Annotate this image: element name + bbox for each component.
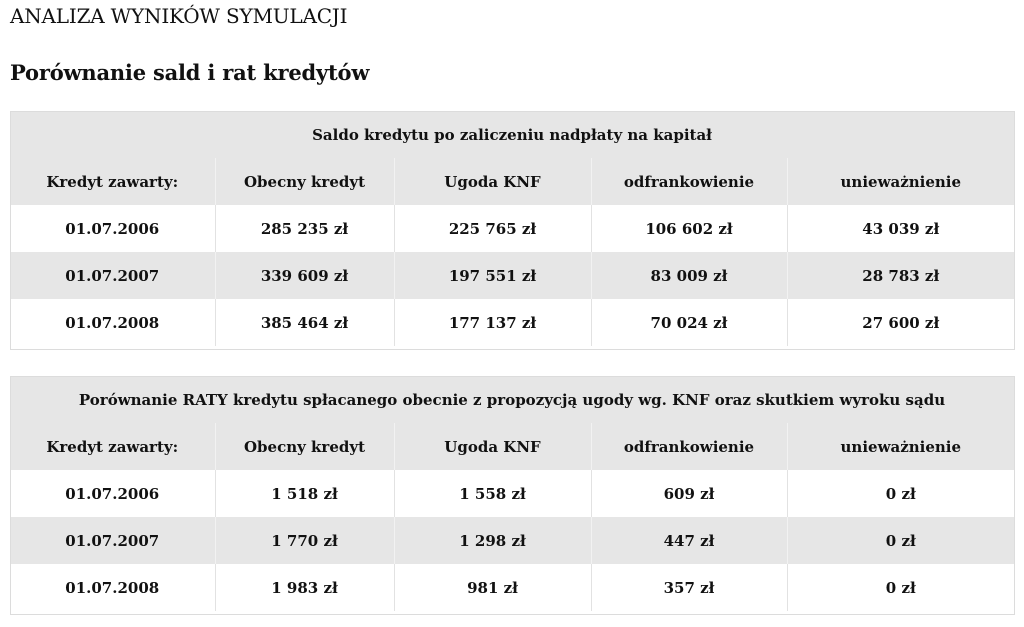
table-row xyxy=(10,205,1014,252)
table-cell: 01.07.2008 xyxy=(10,564,215,611)
table-cell: 01.07.2008 xyxy=(10,299,215,346)
table-cell: 27 600 zł xyxy=(787,299,1014,346)
installment-table xyxy=(10,376,1014,611)
table-cell: 70 024 zł xyxy=(591,299,787,346)
table-cell: 1 558 zł xyxy=(394,470,591,517)
column-header: Kredyt zawarty: xyxy=(10,158,215,205)
page-title: ANALIZA WYNIKÓW SYMULACJI xyxy=(10,4,348,28)
balance-table xyxy=(10,111,1014,346)
column-header: Obecny kredyt xyxy=(215,158,394,205)
table-cell: 385 464 zł xyxy=(215,299,394,346)
table-cell: 285 235 zł xyxy=(215,205,394,252)
column-header: odfrankowienie xyxy=(591,158,787,205)
table-cell: 01.07.2007 xyxy=(10,517,215,564)
table-cell: 01.07.2007 xyxy=(10,252,215,299)
table-caption: Porównanie RATY kredytu spłacanego obecnie z propozycją ugody wg. KNF oraz skutkiem wyroku sądu xyxy=(10,376,1014,423)
table-header-row xyxy=(10,423,1014,470)
column-header: Kredyt zawarty: xyxy=(10,423,215,470)
table-cell: 0 zł xyxy=(787,564,1014,611)
table-caption-row xyxy=(10,111,1014,158)
table-cell: 177 137 zł xyxy=(394,299,591,346)
table-header-row xyxy=(10,158,1014,205)
table-row xyxy=(10,299,1014,346)
table-cell: 981 zł xyxy=(394,564,591,611)
column-header: odfrankowienie xyxy=(591,423,787,470)
section-title: Porównanie sald i rat kredytów xyxy=(10,60,370,85)
table-cell: 1 983 zł xyxy=(215,564,394,611)
table-cell: 357 zł xyxy=(591,564,787,611)
table-cell: 1 518 zł xyxy=(215,470,394,517)
table-cell: 43 039 zł xyxy=(787,205,1014,252)
table-row xyxy=(10,470,1014,517)
table-cell: 609 zł xyxy=(591,470,787,517)
table-cell: 447 zł xyxy=(591,517,787,564)
table-cell: 01.07.2006 xyxy=(10,205,215,252)
table-row xyxy=(10,517,1014,564)
table-cell: 01.07.2006 xyxy=(10,470,215,517)
table-cell: 225 765 zł xyxy=(394,205,591,252)
column-header: unieważnienie xyxy=(787,423,1014,470)
table-cell: 106 602 zł xyxy=(591,205,787,252)
table-cell: 339 609 zł xyxy=(215,252,394,299)
table-cell: 1 298 zł xyxy=(394,517,591,564)
table-row xyxy=(10,564,1014,611)
table-cell: 1 770 zł xyxy=(215,517,394,564)
column-header: Ugoda KNF xyxy=(394,423,591,470)
table-cell: 197 551 zł xyxy=(394,252,591,299)
table-cell: 0 zł xyxy=(787,517,1014,564)
table-caption: Saldo kredytu po zaliczeniu nadpłaty na kapitał xyxy=(10,111,1014,158)
table-row xyxy=(10,252,1014,299)
column-header: Ugoda KNF xyxy=(394,158,591,205)
table-caption-row xyxy=(10,376,1014,423)
table-cell: 28 783 zł xyxy=(787,252,1014,299)
column-header: unieważnienie xyxy=(787,158,1014,205)
table-cell: 0 zł xyxy=(787,470,1014,517)
column-header: Obecny kredyt xyxy=(215,423,394,470)
table-cell: 83 009 zł xyxy=(591,252,787,299)
